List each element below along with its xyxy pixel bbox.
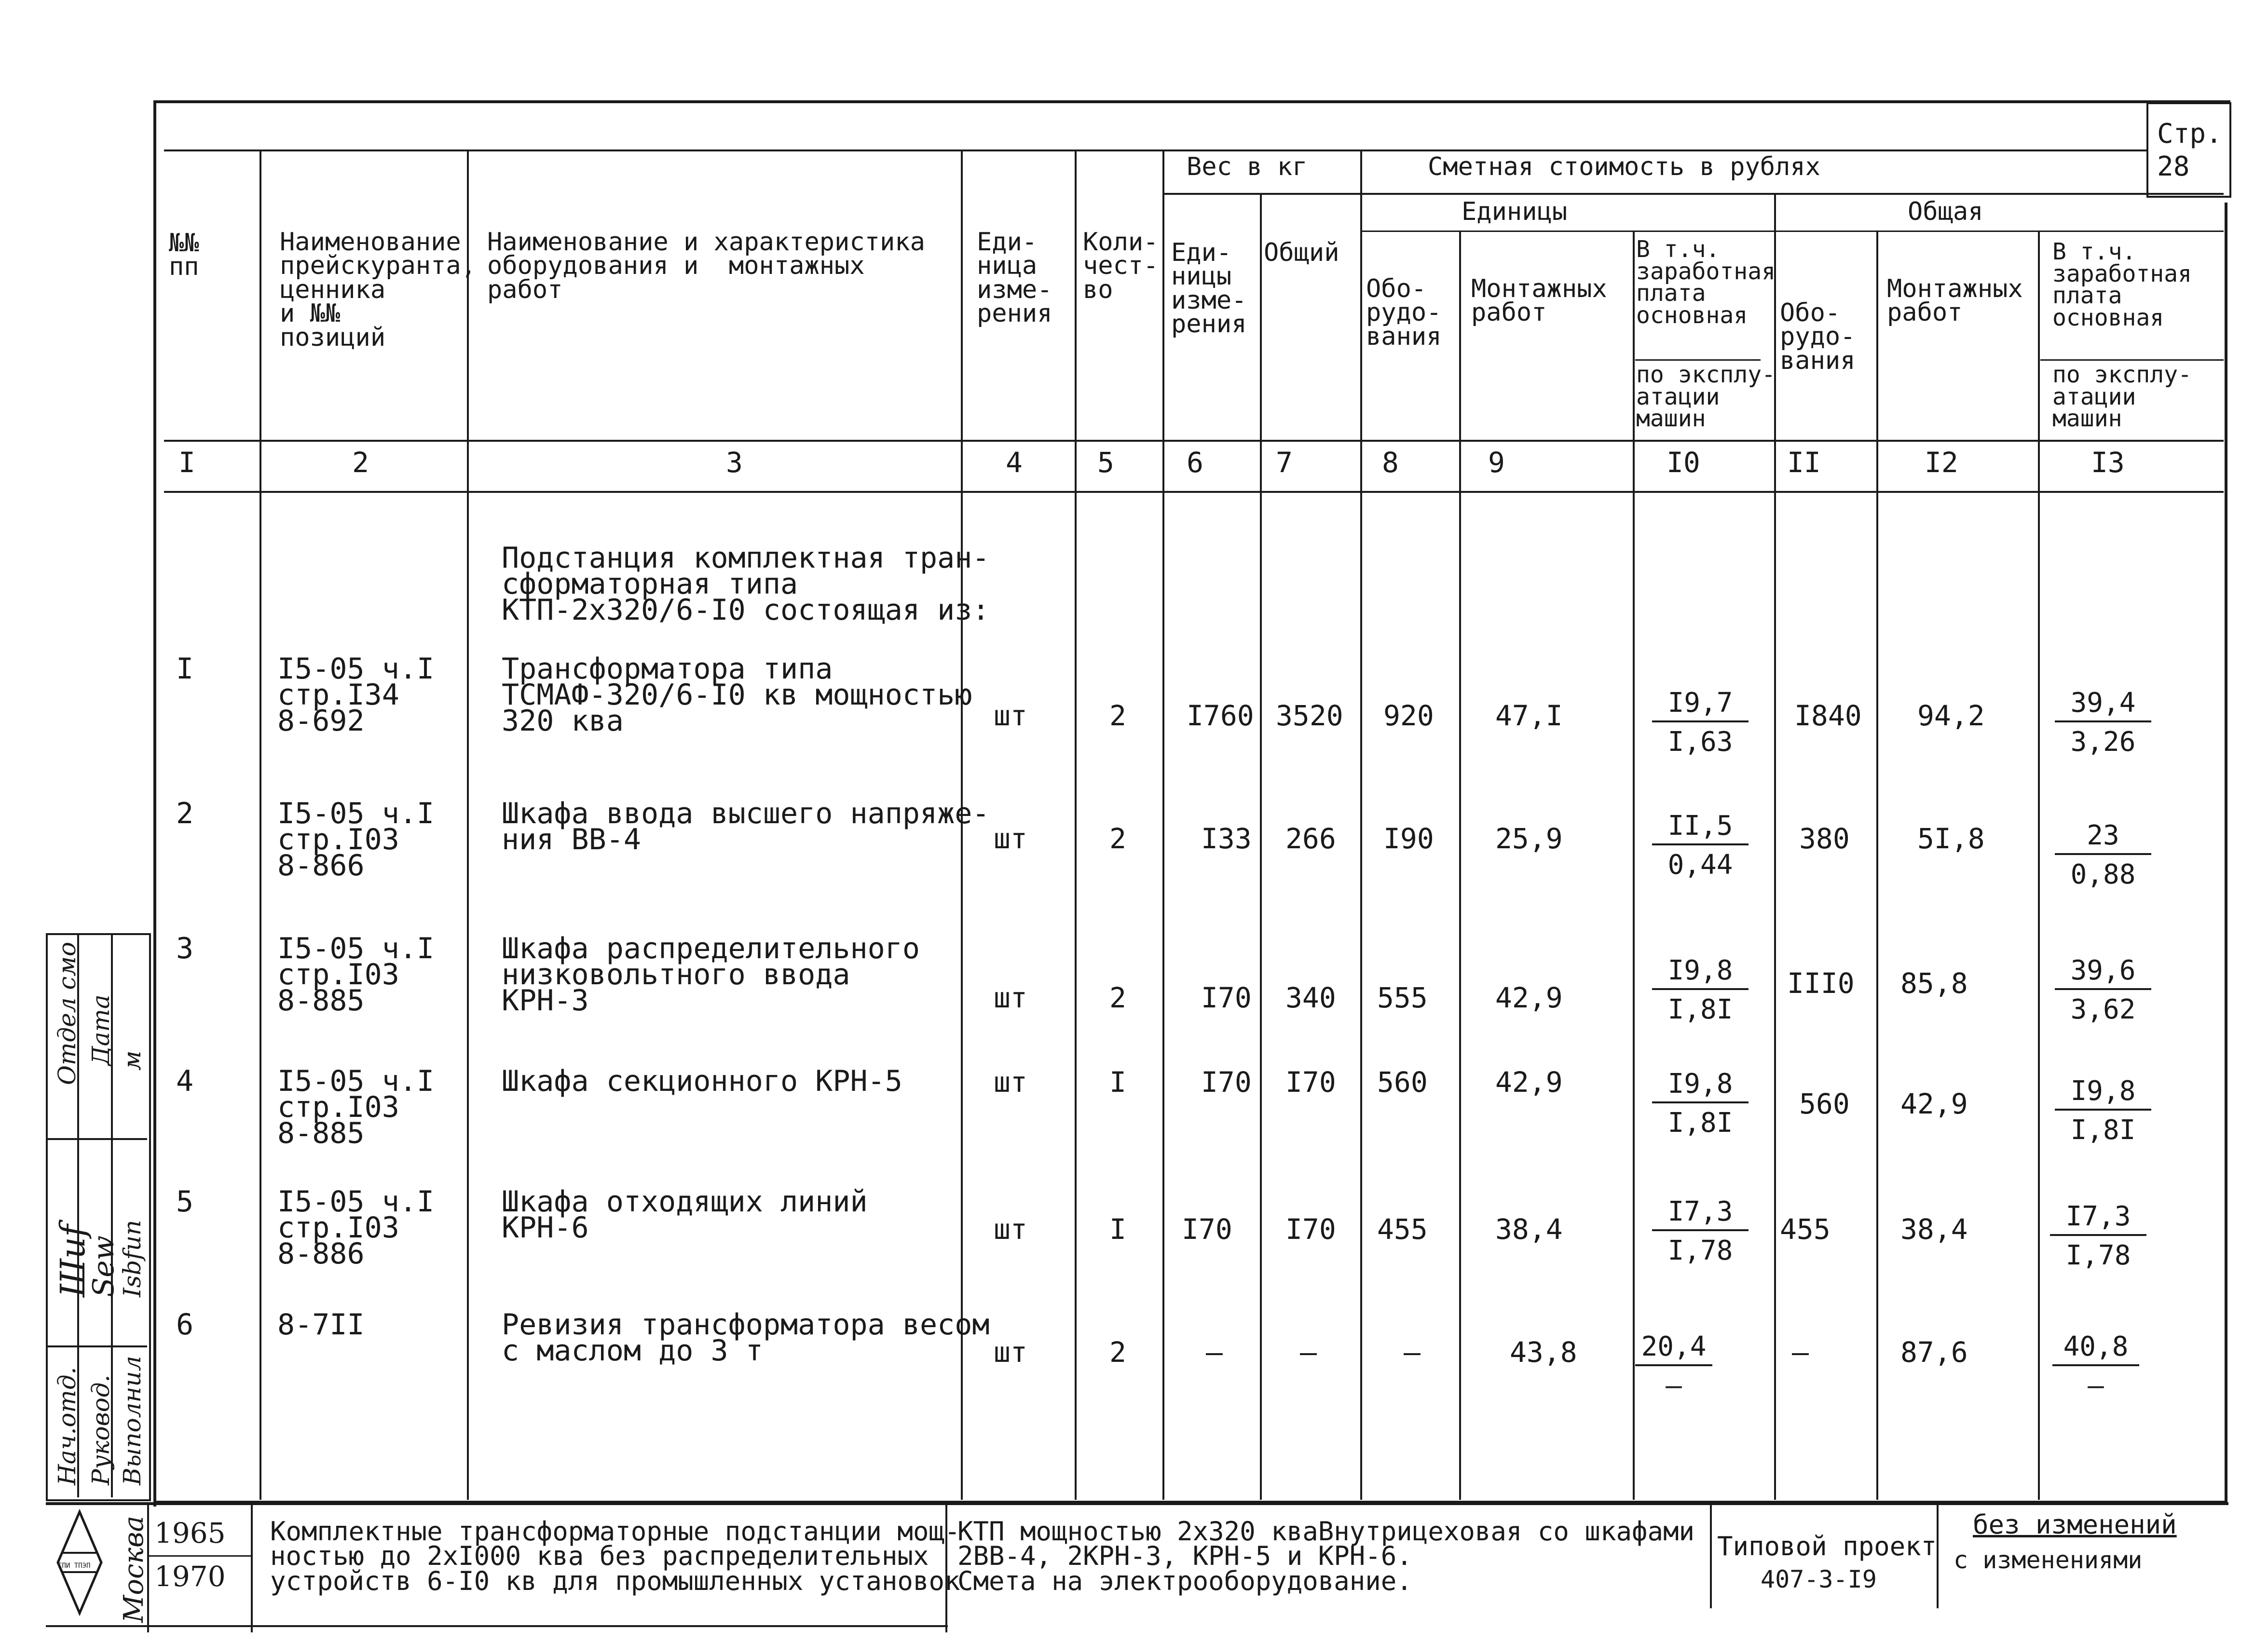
row3-n: 3 <box>176 932 194 965</box>
row2-c11: 380 <box>1799 822 1850 855</box>
row3-c10 <box>1652 955 1749 1025</box>
row3-c8: 555 <box>1377 981 1428 1014</box>
row6-c13 <box>2052 1331 2139 1401</box>
row5-price: I5-05 ч.I стр.I03 8-886 <box>277 1185 435 1271</box>
row3-c11: III0 <box>1787 967 1855 1000</box>
footer-year2: 1970 <box>154 1560 226 1593</box>
row3-qty: 2 <box>1109 981 1126 1014</box>
row1-qty: 2 <box>1109 699 1126 732</box>
colnum-10: I0 <box>1667 446 1700 479</box>
row2-c13 <box>2055 820 2151 890</box>
row4-unit: шт <box>994 1066 1027 1099</box>
header-sub-line <box>1360 193 2224 195</box>
header-col10-bot: по эксплу- атации машин <box>1636 361 1776 433</box>
footer-year1: 1965 <box>154 1517 226 1549</box>
row5-qty: I <box>1109 1213 1126 1246</box>
row4-c13-top: I9,8 <box>2055 1075 2151 1111</box>
row6-w-total: – <box>1300 1336 1317 1369</box>
row6-c13-top: 40,8 <box>2052 1331 2139 1366</box>
row5-c9: 38,4 <box>1495 1213 1563 1246</box>
footer-year-line <box>147 1555 251 1557</box>
row5-n: 5 <box>176 1185 194 1219</box>
row5-desc: Шкафа отходящих линий КРН-6 <box>502 1185 868 1245</box>
colnum-11: II <box>1787 446 1821 479</box>
vline-2 <box>467 149 469 1500</box>
row5-c10-top: I7,3 <box>1652 1196 1749 1231</box>
row6-c13-bot: – <box>2088 1370 2104 1401</box>
row6-c8: – <box>1404 1336 1421 1369</box>
row5-w-unit: I70 <box>1182 1213 1232 1246</box>
row1-c13-top: 39,4 <box>2055 687 2151 722</box>
footer-title: Комплектные трансформаторные подстанции мощ- ностью до 2хI000 ква без распределительных устройств 6-I0 кв для промышленных установок <box>270 1516 960 1596</box>
header-weight: Вес в кг <box>1187 152 1308 181</box>
row6-n: 6 <box>176 1308 194 1342</box>
row3-c9: 42,9 <box>1495 981 1563 1014</box>
row6-w-unit: – <box>1206 1336 1223 1369</box>
row6-c9: 43,8 <box>1510 1336 1577 1369</box>
org-logo-text: ГПИ ТПЭП <box>58 1562 91 1570</box>
row3-w-total: 340 <box>1285 981 1336 1014</box>
colnum-8: 8 <box>1382 446 1399 479</box>
row6-unit: шт <box>994 1336 1027 1369</box>
colnum-4: 4 <box>1006 446 1023 479</box>
row2-c10-top: II,5 <box>1652 810 1749 845</box>
colnum-7: 7 <box>1276 446 1293 479</box>
footer-project-number: 407-3-I9 <box>1761 1565 1877 1593</box>
vline-11 <box>1876 231 1878 1500</box>
colnum-12: I2 <box>1925 446 1958 479</box>
row4-c13-bot: I,8I <box>2070 1114 2136 1146</box>
footer-note-unchanged: без изменений <box>1973 1509 2177 1540</box>
vline-9 <box>1633 231 1635 1500</box>
colnum-1: I <box>178 446 195 479</box>
row6-c10-top: 20,4 <box>1635 1331 1712 1366</box>
colnum-5: 5 <box>1097 446 1114 479</box>
row6-c10 <box>1635 1331 1712 1401</box>
row2-w-total: 266 <box>1285 822 1336 855</box>
col13-divider <box>2040 359 2224 361</box>
row3-c13 <box>2055 955 2151 1025</box>
row4-c10-top: I9,8 <box>1652 1068 1749 1103</box>
row1-w-unit: I760 <box>1187 699 1254 732</box>
row2-w-unit: I33 <box>1201 822 1252 855</box>
header-col7: Общий <box>1264 238 1339 267</box>
row2-c13-bot: 0,88 <box>2070 859 2136 890</box>
row1-n: I <box>176 652 194 686</box>
vline-5 <box>1162 149 1164 1500</box>
stamp-m: м <box>118 1050 146 1071</box>
stamp-data: Дата <box>87 994 115 1066</box>
row4-qty: I <box>1109 1066 1126 1099</box>
header-col3: Наименование и характеристика оборудования и монтажных работ <box>487 228 925 304</box>
stamp-sign2: Sew <box>87 1236 121 1297</box>
row4-price: I5-05 ч.I стр.I03 8-885 <box>277 1064 435 1150</box>
header-col9: Монтажных работ <box>1471 274 1607 327</box>
row4-w-unit: I70 <box>1201 1066 1252 1099</box>
row6-c11: – <box>1792 1336 1809 1369</box>
row2-qty: 2 <box>1109 822 1126 855</box>
footer-project-label: Типовой проект <box>1717 1531 1937 1562</box>
row2-n: 2 <box>176 797 194 830</box>
row1-c9: 47,I <box>1495 699 1563 732</box>
footer-vline-year <box>251 1502 253 1632</box>
row5-c11: 455 <box>1780 1213 1831 1246</box>
row3-c10-bot: I,8I <box>1667 994 1733 1025</box>
row5-c13-bot: I,78 <box>2065 1240 2131 1271</box>
vline-8 <box>1459 231 1461 1500</box>
page-number-box <box>2146 102 2231 198</box>
stamp-otdel: Отдел смо <box>53 942 81 1085</box>
header-total: Общая <box>1908 197 1983 226</box>
row3-c10-top: I9,8 <box>1652 955 1749 990</box>
row2-c13-top: 23 <box>2055 820 2151 855</box>
vline-1 <box>260 149 261 1500</box>
header-col11: Обо- рудо- вания <box>1780 299 1856 375</box>
units-line <box>1360 231 2224 232</box>
row4-w-total: I70 <box>1285 1066 1336 1099</box>
header-col6: Еди- ницы изме- рения <box>1171 238 1247 339</box>
vline-7 <box>1360 149 1362 1500</box>
header-col2: Наименование прейскуранта, ценника и №№ позиций <box>280 228 476 352</box>
row2-unit: шт <box>994 822 1027 855</box>
row2-c10 <box>1652 810 1749 881</box>
row1-c10 <box>1652 687 1749 758</box>
row1-c12: 94,2 <box>1917 699 1985 732</box>
vline-6 <box>1260 193 1262 1500</box>
header-col1: №№ пп <box>169 229 199 282</box>
row3-desc: Шкафа распределительного низковольтного ввода КРН-3 <box>502 932 920 1018</box>
row1-w-total: 3520 <box>1276 699 1343 732</box>
row1-c10-bot: I,63 <box>1667 726 1733 758</box>
header-top-line <box>164 149 2146 151</box>
row1-unit: шт <box>994 699 1027 732</box>
stamp-vyp: Выполнил <box>118 1356 146 1485</box>
stamp-nach: Нач.отд. <box>53 1367 81 1485</box>
row6-c10-bot: – <box>1666 1370 1682 1401</box>
row4-c11: 560 <box>1799 1087 1850 1120</box>
row4-c9: 42,9 <box>1495 1066 1563 1099</box>
row4-c10-bot: I,8I <box>1667 1107 1733 1139</box>
col10-divider <box>1635 359 1761 361</box>
row2-c10-bot: 0,44 <box>1667 849 1733 881</box>
row1-c13 <box>2055 687 2151 758</box>
colnum-2: 2 <box>352 446 369 479</box>
colnum-bottom-line <box>164 491 2224 493</box>
row2-c8: I90 <box>1383 822 1434 855</box>
stamp-hline-2 <box>46 1345 147 1347</box>
row6-price: 8-7II <box>277 1308 365 1342</box>
row4-desc: Шкафа секционного КРН-5 <box>502 1064 902 1098</box>
row5-c8: 455 <box>1377 1213 1428 1246</box>
row5-c13-top: I7,3 <box>2050 1201 2146 1236</box>
header-cost: Сметная стоимость в рублях <box>1428 152 1820 181</box>
header-units: Единицы <box>1462 197 1568 226</box>
footer-vline-subject <box>1710 1502 1712 1608</box>
row5-unit: шт <box>994 1213 1027 1246</box>
page-number: 28 <box>2157 151 2190 182</box>
row6-c12: 87,6 <box>1900 1336 1968 1369</box>
row5-c10 <box>1652 1196 1749 1266</box>
colnum-13: I3 <box>2091 446 2125 479</box>
row5-c13 <box>2050 1201 2146 1271</box>
footer-subject: КТП мощностью 2х320 кваВнутрицеховая со шкафами 2ВВ-4, 2КРН-3, КРН-5 и КРН-6. Смета на электрооборудование. <box>957 1516 1695 1596</box>
row5-c10-bot: I,78 <box>1667 1235 1733 1266</box>
frame-right-border <box>2225 203 2227 1505</box>
row2-c12: 5I,8 <box>1917 822 1985 855</box>
row2-desc: Шкафа ввода высшего напряже- ния ВВ-4 <box>502 797 990 856</box>
stamp-ruk: Руковод. <box>87 1374 115 1485</box>
footer-top-line <box>46 1502 2228 1505</box>
row3-unit: шт <box>994 981 1027 1014</box>
row1-price: I5-05 ч.I стр.I34 8-692 <box>277 652 435 738</box>
header-bottom-line <box>164 440 2224 442</box>
row2-price: I5-05 ч.I стр.I03 8-866 <box>277 797 435 883</box>
row6-qty: 2 <box>1109 1336 1126 1369</box>
row2-c9: 25,9 <box>1495 822 1563 855</box>
header-col5: Коли- чест- во <box>1083 228 1159 304</box>
row1-c13-bot: 3,26 <box>2070 726 2136 758</box>
colnum-3: 3 <box>726 446 743 479</box>
row1-c11: I840 <box>1794 699 1862 732</box>
row4-n: 4 <box>176 1064 194 1098</box>
row3-price: I5-05 ч.I стр.I03 8-885 <box>277 932 435 1018</box>
row1-c10-top: I9,7 <box>1652 687 1749 722</box>
header-col8: Обо- рудо- вания <box>1366 274 1442 351</box>
intro-text: Подстанция комплектная тран- сформаторная типа КТП-2х320/6-I0 состоящая из: <box>502 541 990 627</box>
row3-c12: 85,8 <box>1900 967 1968 1000</box>
footer-vline-project <box>1937 1502 1939 1608</box>
row3-c13-top: 39,6 <box>2055 955 2151 990</box>
footer-note-changed: с изменениями <box>1954 1546 2143 1574</box>
row4-c8: 560 <box>1377 1066 1428 1099</box>
header-col12: Монтажных работ <box>1887 274 2023 327</box>
row4-c12: 42,9 <box>1900 1087 1968 1120</box>
header-col13-top: В т.ч. заработная плата основная <box>2052 238 2192 331</box>
vline-4 <box>1075 149 1077 1500</box>
colnum-9: 9 <box>1488 446 1505 479</box>
row3-c13-bot: 3,62 <box>2070 994 2136 1025</box>
vline-12 <box>2038 231 2040 1500</box>
row1-c8: 920 <box>1383 699 1434 732</box>
footer-bottom-line <box>46 1625 948 1627</box>
footer-city: Москва <box>118 1516 150 1623</box>
header-col4: Еди- ница изме- рения <box>977 228 1052 328</box>
row6-desc: Ревизия трансформатора весом с маслом до 3 т <box>502 1308 990 1368</box>
row5-w-total: I70 <box>1285 1213 1336 1246</box>
stamp-hline-1 <box>46 1138 147 1140</box>
stamp-sign3: Isbfun <box>118 1220 146 1297</box>
row5-c12: 38,4 <box>1900 1213 1968 1246</box>
row1-desc: Трансформатора типа ТСМАФ-320/6-I0 кв мощностью 320 ква <box>502 652 972 738</box>
row4-c10 <box>1652 1068 1749 1139</box>
header-col10-top: В т.ч. заработная плата основная <box>1636 236 1776 329</box>
stamp-sign1: Шиf <box>53 1224 93 1297</box>
colnum-6: 6 <box>1187 446 1203 479</box>
page-label: Стр. <box>2157 118 2222 149</box>
row3-w-unit: I70 <box>1201 981 1252 1014</box>
row4-c13 <box>2055 1075 2151 1146</box>
header-col13-bot: по эксплу- атации машин <box>2052 361 2192 433</box>
